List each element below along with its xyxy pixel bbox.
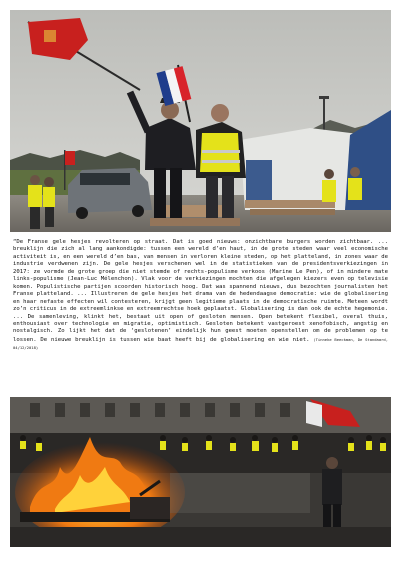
- quote-source: (Tinneke Beeckman, De Standaard, 04/12/2018): [13, 336, 388, 351]
- protest-flags-photo: [10, 10, 391, 232]
- protest-flags-scene: [10, 10, 391, 232]
- riot-fire-scene: [10, 397, 391, 547]
- quote-text: “De Franse gele hesjes revolteren op straat. Dat is goed nieuws: onzichtbare burgers worden zichtbaar. ... breuklijn die zich al lang aankondigde: tussen een wereld d’en haut, in de grote steden waar veel economische activiteit is, en een wereld d’en bas, van mensen in verloren kleine steden, op het platteland, in zones waar de industrie verdwenen zijn. De gele hesjes verschenen wel in de statistieken van de presidentsverkiezingen in 2017: ze vormde de grote groep die niet stemde of rechts-populisme verkoos (Marine Le Pen), of in mindere mate links-populisme (Jean-Luc Mélenchon). Vlak voor de verkiezingen mochten die afgelegen kiezers even op televisie komen. Populistische partijen scoorden historisch hoog. Dat was spannend nieuws, dus bezochten journalisten het Franse platteland. ... Illustreren de gele hesjes het drama van de hedendaagse democratie: wie de globalisering en haar nefaste effecten wil contesteren, krijgt geen legitieme plaats in de democratische ruimte. Meteen wordt zo’n criticus in de extreemlinkse en extreemrechtse hoek geplaatst. Globalisering is dan ook de echte hegemonie. ... De samenleving, klinkt het, bestaat uit open of gesloten mensen. Open betekent flexibel, overal thuis, enthousiast over technologie en migratie, optimistisch. Gesloten betekent vastgeroest xenofobisch, angstig en nostalgisch. Zo lijkt het dat de ‘geslotenen’ eindelijk hun geest moeten openstellen om de problemen op te lossen. De nieuwe breuklijn is tussen wie baat heeft bij de globalisering en wie niet.: [13, 239, 388, 343]
- riot-fire-photo: [10, 397, 391, 547]
- quote-block: [10, 237, 391, 392]
- quote-paragraph: [10, 237, 391, 353]
